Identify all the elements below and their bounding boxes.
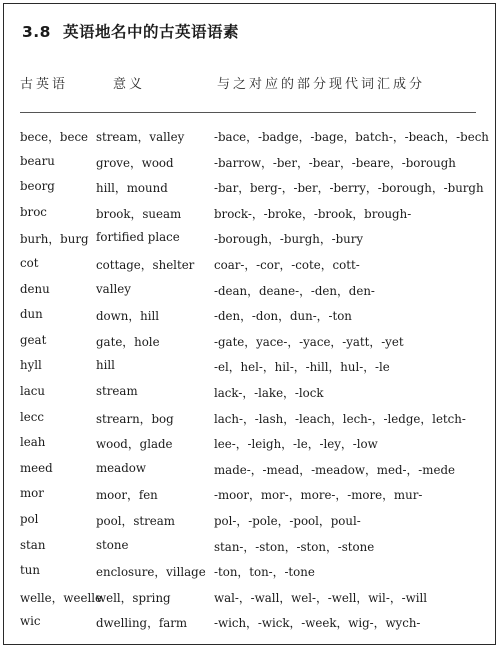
table-row (0, 278, 501, 304)
cell-meaning: brook，sueam (96, 206, 182, 221)
cell-old-english: meed (20, 460, 53, 475)
cell-meaning: pool，stream (96, 513, 175, 528)
cell-modern: made-，-mead，-meadow，med-，-mede (214, 462, 455, 477)
cell-meaning: hill (96, 358, 115, 373)
table-row (0, 175, 501, 201)
cell-modern: -gate，yace-，-yace，-yatt，-yet (214, 334, 404, 349)
cell-modern: -moor，mor-，more-，-more，mur- (214, 488, 423, 503)
cell-modern: lack-，-lake，-lock (214, 385, 324, 400)
cell-old-english: geat (20, 332, 47, 347)
cell-old-english: denu (20, 281, 50, 296)
section-number: 3.8 (22, 23, 51, 41)
cell-meaning: down，hill (96, 309, 160, 324)
cell-meaning: enclosure，village (96, 565, 206, 580)
cell-modern: -bace，-badge，-bage，batch-，-beach，-bech (214, 130, 489, 144)
cell-meaning: moor，fen (96, 488, 158, 503)
cell-old-english: broc (20, 204, 47, 219)
column-header-meaning: 意义 (113, 77, 146, 92)
table-row (0, 482, 501, 508)
table-row (0, 226, 501, 252)
cell-old-english: wic (20, 614, 41, 629)
cell-old-english: tun (20, 563, 40, 578)
cell-meaning: gate，hole (96, 334, 160, 349)
cell-modern: -el，hel-，hil-，-hill，hul-，-le (214, 360, 390, 375)
cell-meaning: strearn，bog (96, 411, 174, 426)
cell-old-english: burh，burg (20, 232, 89, 247)
table-row (0, 150, 501, 176)
cell-meaning: stone (96, 537, 129, 552)
cell-modern: lach-，-lash，-leach，lech-，-ledge，letch- (214, 411, 466, 426)
section-title (22, 20, 239, 42)
cell-modern: -ton，ton-，-tone (214, 565, 315, 580)
cell-modern: stan-，-ston，-ston，-stone (214, 539, 375, 554)
cell-meaning: meadow (96, 460, 146, 475)
table-row (0, 431, 501, 457)
cell-old-english: bece，bece (20, 130, 89, 144)
cell-meaning: valley (96, 281, 131, 296)
cell-modern: coar-，-cor，-cote，cott- (214, 257, 360, 272)
table-row (0, 354, 501, 380)
cell-meaning: stream (96, 383, 138, 398)
cell-old-english: dun (20, 307, 43, 322)
cell-modern: pol-，-pole，-pool，poul- (214, 513, 361, 528)
table-row (0, 252, 501, 278)
cell-modern: lee-，-leigh，-le，-ley，-low (214, 437, 378, 452)
cell-modern: -bar，berg-，-ber，-berry，-borough，-burgh (214, 181, 484, 196)
cell-modern: -dean，deane-，-den，den- (214, 283, 375, 298)
table-row (0, 303, 501, 329)
table-row (0, 534, 501, 560)
table-row (0, 559, 501, 585)
cell-meaning: grove，wood (96, 155, 174, 170)
table-row (0, 124, 501, 150)
cell-old-english: lacu (20, 383, 46, 398)
cell-old-english: stan (20, 537, 46, 552)
cell-old-english: pol (20, 511, 39, 526)
table-row (0, 380, 501, 406)
table-row (0, 329, 501, 355)
column-header-modern-elements: 与之对应的部分现代词汇成分 (217, 77, 426, 92)
cell-old-english: leah (20, 435, 46, 450)
table-row (0, 457, 501, 483)
cell-meaning: stream，valley (96, 130, 185, 144)
cell-old-english: cot (20, 255, 39, 270)
cell-old-english: beorg (20, 179, 55, 194)
table-row (0, 585, 501, 611)
table-row (0, 406, 501, 432)
cell-old-english: bearu (20, 153, 55, 168)
header-divider (20, 112, 476, 113)
cell-modern: wal-，-wall，wel-，-well，wil-，-will (214, 590, 428, 605)
cell-modern: -barrow，-ber，-bear，-beare，-borough (214, 155, 456, 170)
cell-modern: -den，-don，dun-，-ton (214, 309, 352, 324)
cell-meaning: hill，mound (96, 181, 168, 196)
table-row (0, 201, 501, 227)
column-header-old-english: 古英语 (20, 77, 69, 92)
cell-meaning: well，spring (96, 590, 171, 605)
cell-meaning: wood，glade (96, 437, 173, 452)
cell-old-english: mor (20, 486, 44, 501)
table-row (0, 508, 501, 534)
cell-meaning: fortified place (96, 230, 180, 245)
table-row (0, 610, 501, 636)
cell-old-english: lecc (20, 409, 44, 424)
section-title-text: 英语地名中的古英语语素 (62, 23, 239, 41)
morpheme-table (0, 124, 501, 636)
cell-modern: -borough，-burgh，-bury (214, 232, 364, 247)
cell-old-english: hyll (20, 358, 42, 373)
cell-meaning: dwelling，farm (96, 616, 188, 631)
cell-old-english: welle，weelle (20, 590, 102, 605)
cell-modern: -wich，-wick，-week，wig-，wych- (214, 616, 421, 631)
cell-modern: brock-，-broke，-brook，brough- (214, 206, 412, 221)
cell-meaning: cottage，shelter (96, 257, 195, 272)
